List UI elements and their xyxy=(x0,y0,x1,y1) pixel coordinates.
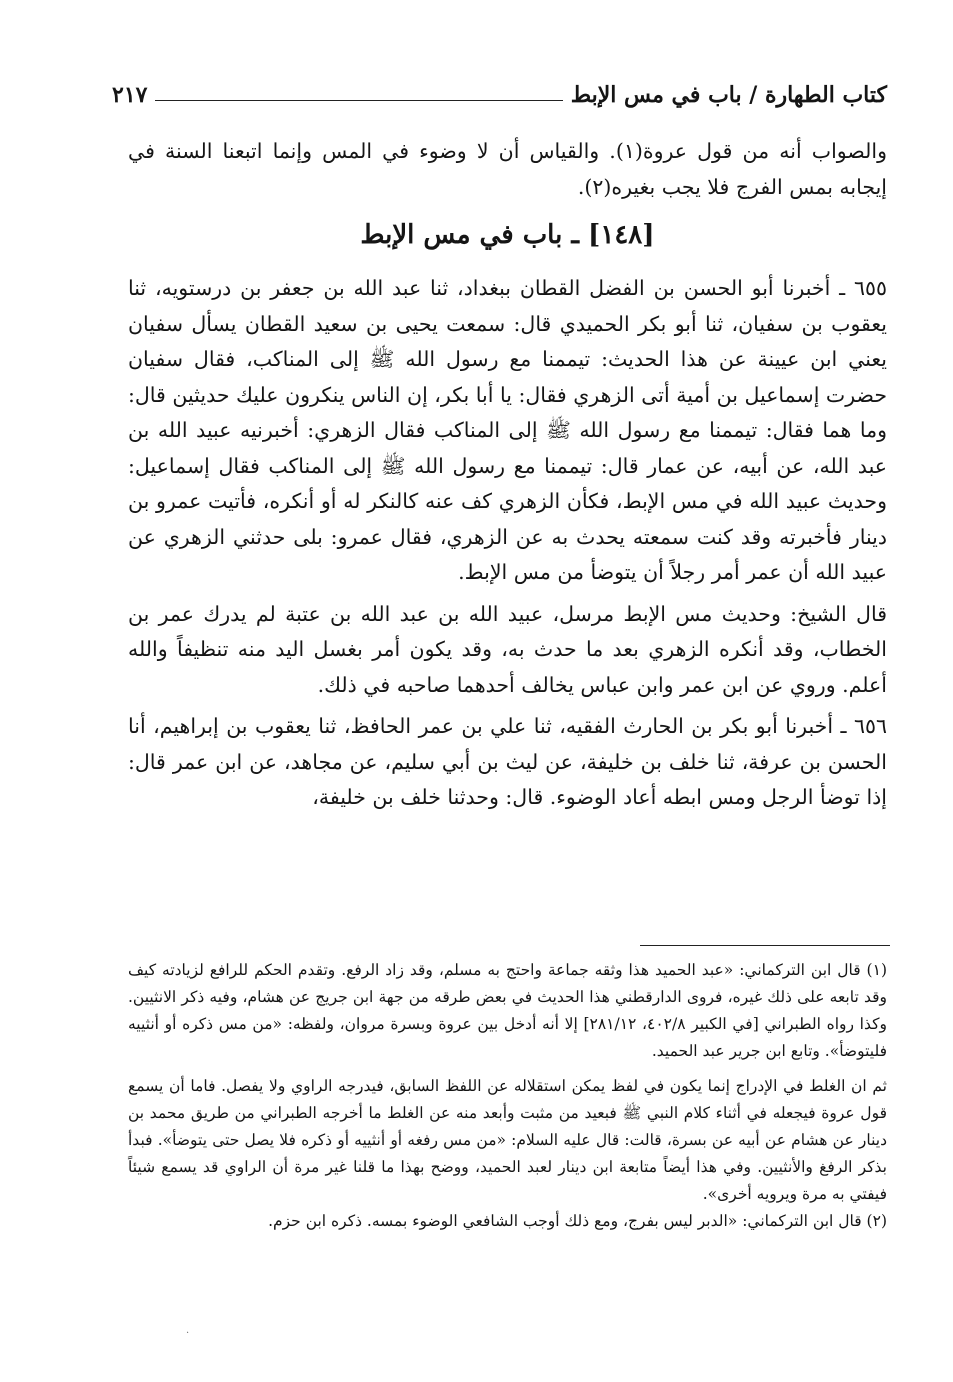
footnotes xyxy=(128,957,887,1235)
hadith-656-paragraph: ٦٥٦ ـ أخبرنا أبو بكر بن الحارث الفقيه، ثنا علي بن عمر الحافظ، ثنا يعقوب بن إبراهيم، أنا الحسن بن عرفة، ثنا خلف بن خليفة، عن ليث بن أبي سليم، عن مجاهد، عن ابن عمر قال: إذا توضأ الرجل ومس ابطه أعاد الوضوء. قال: وحدثنا خلف بن خليفة، xyxy=(128,714,887,809)
footnote-separator xyxy=(640,945,890,946)
scan-dot-mark: · xyxy=(186,1328,190,1339)
footnote-1: (١) قال ابن التركماني: «عبد الحميد هذا وثقه جماعة واحتج به مسلم، وقد زاد الرفع. وتقدم الحكم للرافع لزيادته كيف وقد تابعه على ذلك غيره، فروى الدارقطني هذا الحديث في بعض طرقه من جهة ابن جريج عن هشام، وفيه ذكر الانثيين. وكذا رواه الطبراني [في الكبير ٤٠٢/٨، ٢٨١/١٢] إلا أنه أدخل بين عروة وبسرة مروان، ولفظه: «من مس ذكره أو أنثييه فليتوضأ». وتابع ابن جرير عبد الحميد. xyxy=(128,961,887,1060)
header-rule xyxy=(155,100,562,101)
chapter-heading: [١٤٨] ـ باب في مس الإبط xyxy=(360,220,655,250)
hadith-655-paragraph: ٦٥٥ ـ أخبرنا أبو الحسن بن الفضل القطان ببغداد، ثنا عبد الله بن جعفر بن درستويه، ثنا يعقوب بن سفيان، ثنا أبو بكر الحميدي قال: سمعت يحيى بن سعيد القطان يسأل سفيان يعني ابن عيينة عن هذا الحديث: تيممنا مع رسول الله ﷺ إلى المناكب، فقال سفيان حضرت إسماعيل بن أمية أتى الزهري فقال: يا أبا بكر، إن الناس ينكرون عليك حديثين قال: وما هما فقال: تيممنا مع رسول الله ﷺ إلى المناكب فقال الزهري: أخبرنيه عبيد الله بن عبد الله، عن أبيه، عن عمار قال: تيممنا مع رسول الله ﷺ إلى المناكب فقال إسماعيل: وحديث عبيد الله في مس الإبط، فكأن الزهري كف عنه كالنكر له أو أنكره، فأتيت عمرو بن دينار فأخبرته وقد كنت سمعته يحدث به عن الزهري، فقال عمرو: بلى حدثني الزهري عن عبيد الله أن عمر أمر رجلاً أن يتوضأ من مس الإبط. xyxy=(128,276,887,584)
running-header xyxy=(112,78,887,112)
footnote-2: (٢) قال ابن التركماني: «الدبر ليس بفرج، ومع ذلك أوجب الشافعي الوضوء بمسه. ذكره ابن حزم. xyxy=(268,1212,887,1230)
intro-paragraph: والصواب أنه من قول عروة(١). والقياس أن لا وضوء في المس وإنما اتبعنا السنة في إيجابه بمس الفرج فلا يجب بغيره(٢). xyxy=(128,139,887,199)
sheikh-comment-paragraph: قال الشيخ: وحديث مس الإبط مرسل، عبيد الله بن عبد الله بن عتبة لم يدرك عمر بن الخطاب، وقد أنكره الزهري بعد ما حدث به، وقد يكون أمر بغسل اليد منه تنظيفاً والله أعلم. وروي عن ابن عمر وابن عباس يخالف أحدهما صاحبه في ذلك. xyxy=(128,601,887,697)
running-title: كتاب الطهارة / باب في مس الإبط xyxy=(570,82,887,108)
page-number: ٢١٧ xyxy=(112,82,148,108)
main-text xyxy=(128,134,887,816)
footnote-1-continuation: ثم ان الغلط في الإدراج إنما يكون في لفظ يمكن استقلاله عن اللفظ السابق، فيدرجه الراوي ولا يفصل. فاما أن يسمع قول عروة فيجعله في أثناء كلام النبي ﷺ فبعيد من مثبت وأبعد منه عن الغلط ما أخرجه الطبراني من طريق محمد بن دينار عن هشام عن أبيه عن بسرة، قالت: قال عليه السلام: «من مس رفغه أو أنثييه أو ذكره فلا يصل حتى يتوضأ». فبدأ بذكر الرفغ والأنثيين. وفي هذا أيضاً متابعة ابن دينار لعبد الحميد، ووضح بهذا ما قلنا غير مرة أن الراوي قد يسمع شيئاً فيفتي به مرة ويرويه أخرى». xyxy=(128,1077,887,1203)
